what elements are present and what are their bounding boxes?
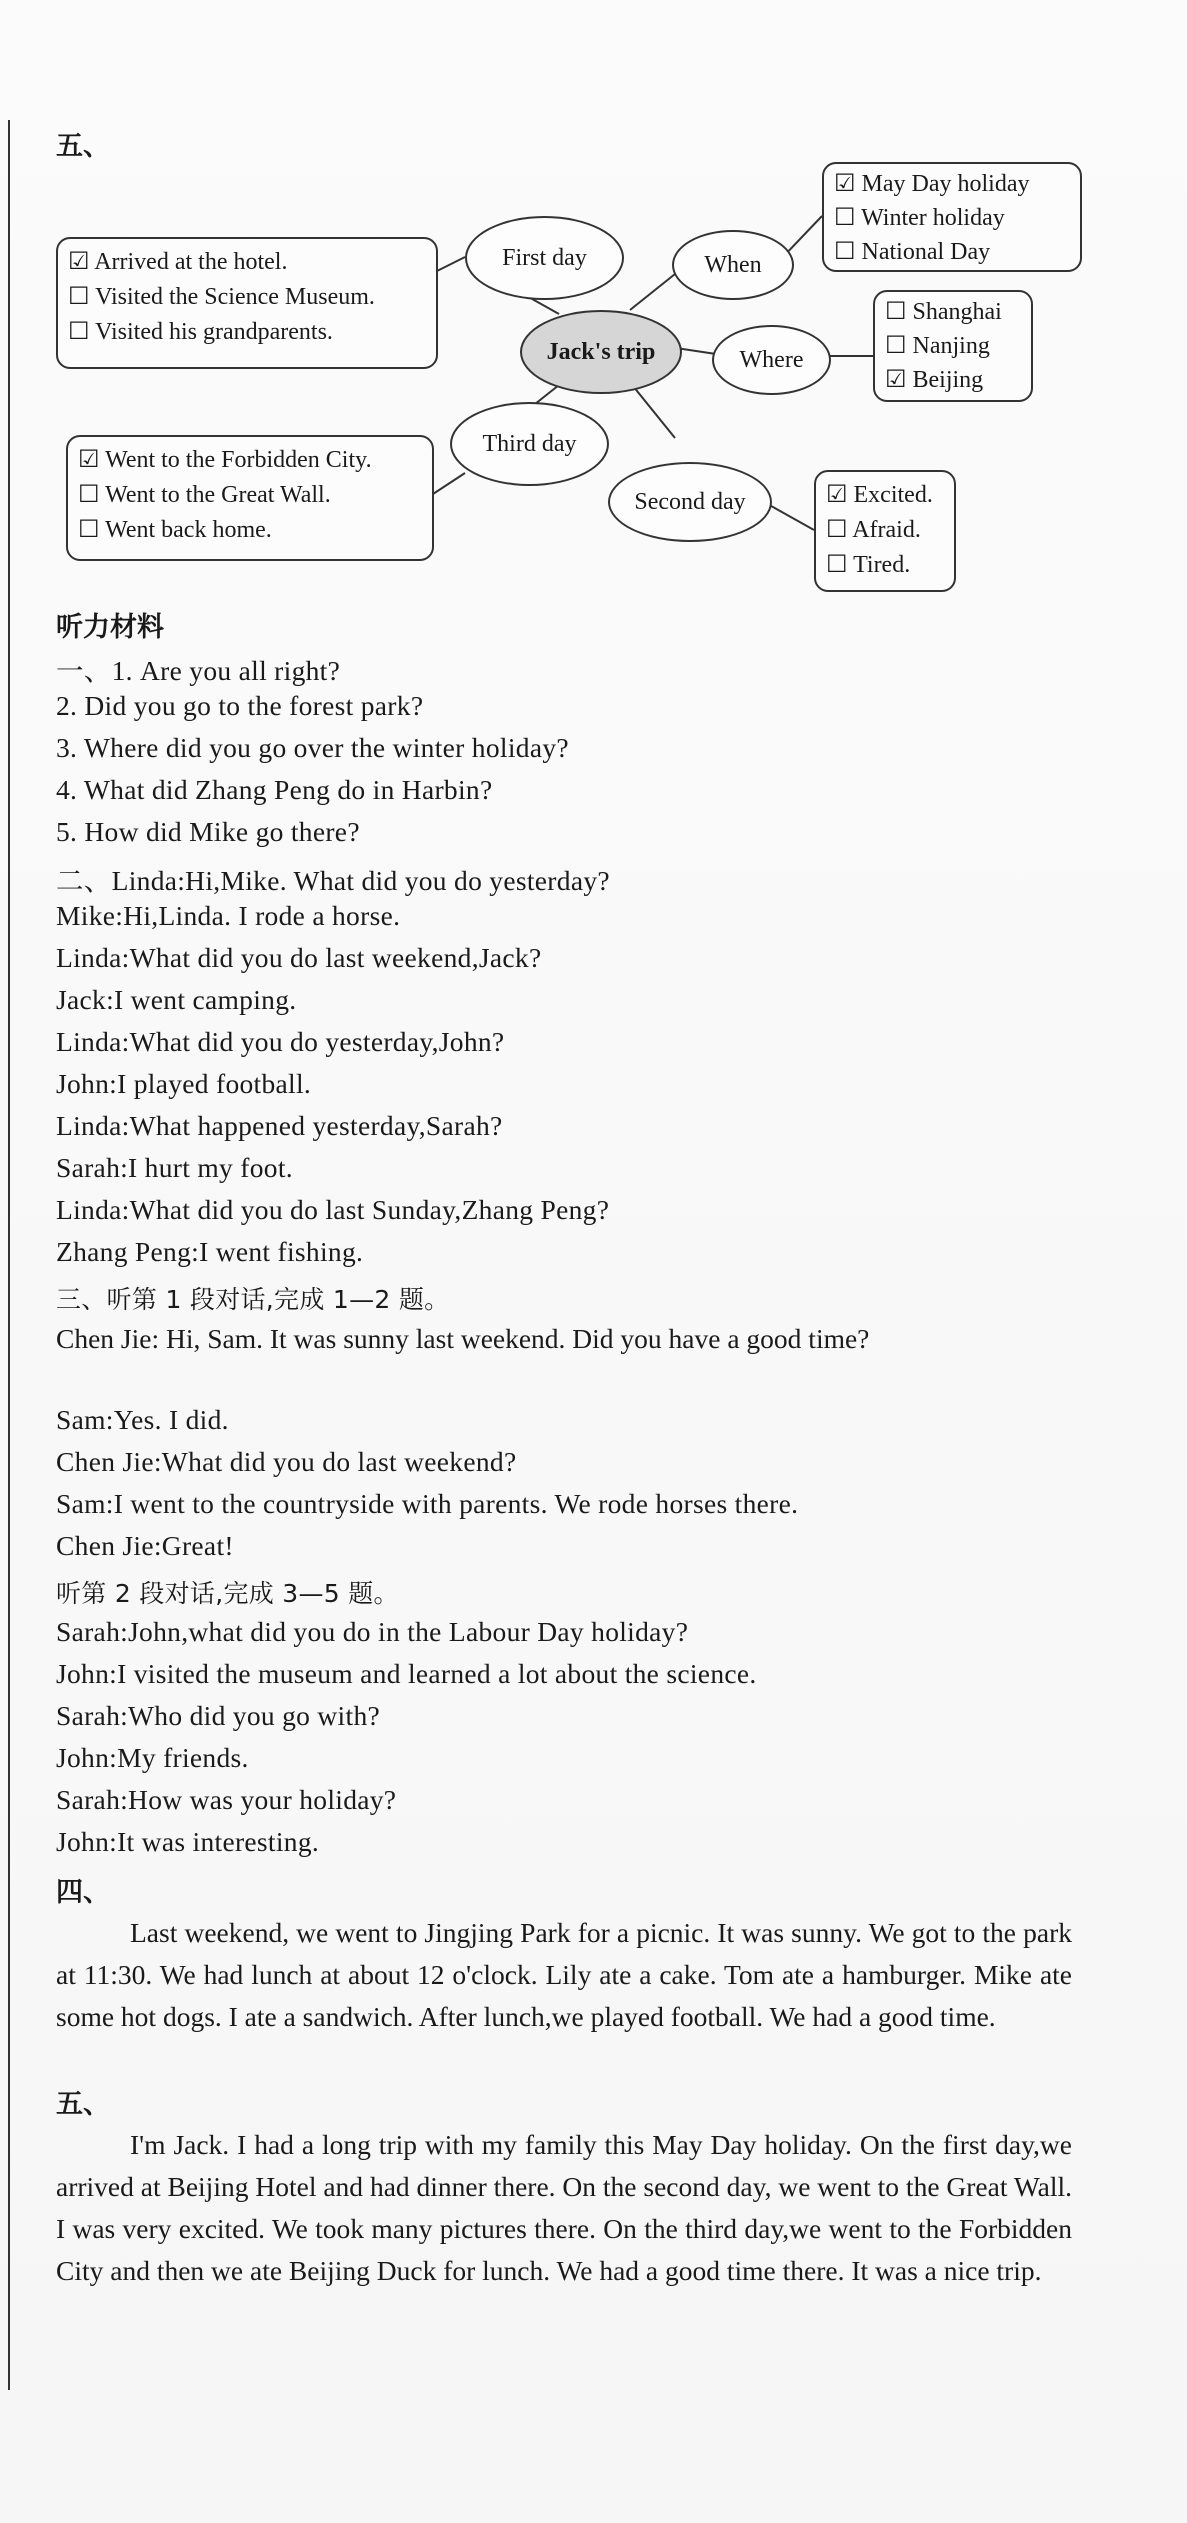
section3-dialog2-line-5: Sarah:How was your holiday? bbox=[56, 1784, 397, 1815]
section4-heading: 四、 bbox=[56, 1877, 110, 1908]
section1-line-5: 5. How did Mike go there? bbox=[56, 816, 360, 847]
section1-line-4: 4. What did Zhang Peng do in Harbin? bbox=[56, 774, 493, 805]
section3-dialog2-line-4: John:My friends. bbox=[56, 1742, 249, 1773]
section2-line-8: Sarah:I hurt my foot. bbox=[56, 1152, 293, 1183]
section2-line-9: Linda:What did you do last Sunday,Zhang Peng? bbox=[56, 1194, 610, 1225]
section1-line-1: 一、1. Are you all right? bbox=[56, 655, 341, 686]
second-day-option-2: ☐ Afraid. bbox=[826, 517, 921, 543]
second-day-options bbox=[814, 470, 956, 592]
second-day-option-3: ☐ Tired. bbox=[826, 552, 911, 578]
section2-line-2: Mike:Hi,Linda. I rode a horse. bbox=[56, 900, 401, 931]
section1-line-3: 3. Where did you go over the winter holiday? bbox=[56, 732, 569, 763]
when-node: When bbox=[672, 230, 794, 300]
section2-line-6: John:I played football. bbox=[56, 1068, 312, 1099]
section3-dialog2-line-1: Sarah:John,what did you do in the Labour Day holiday? bbox=[56, 1616, 689, 1647]
where-option-3: ☑ Beijing bbox=[885, 367, 984, 393]
section3-dialog1-line-3: Chen Jie:What did you do last weekend? bbox=[56, 1446, 517, 1477]
third-day-options bbox=[66, 435, 434, 561]
section3-dialog1-line-1: Chen Jie: Hi, Sam. It was sunny last weekend. Did you have a good time? bbox=[56, 1323, 870, 1354]
section3-dialog1-line-2: Sam:Yes. I did. bbox=[56, 1404, 229, 1435]
section5-paragraph bbox=[56, 2124, 1072, 2292]
when-option-3: ☐ National Day bbox=[834, 239, 991, 265]
top-heading: 五、 bbox=[56, 131, 110, 162]
second-day-option-1: ☑ Excited. bbox=[826, 482, 933, 508]
second-day-node: Second day bbox=[608, 462, 772, 542]
center-node: Jack's trip bbox=[520, 310, 682, 394]
section3-dialog2-line-2: John:I visited the museum and learned a lot about the science. bbox=[56, 1658, 757, 1689]
where-options bbox=[873, 290, 1033, 402]
when-option-2: ☐ Winter holiday bbox=[834, 205, 1005, 231]
section1-line-2: 2. Did you go to the forest park? bbox=[56, 690, 424, 721]
section2-line-7: Linda:What happened yesterday,Sarah? bbox=[56, 1110, 503, 1141]
script-heading: 听力材料 bbox=[56, 612, 164, 643]
section3-heading-1: 三、听第 1 段对话,完成 1—2 题。 bbox=[56, 1285, 450, 1314]
first-day-option-2: ☐ Visited the Science Museum. bbox=[68, 284, 375, 310]
section4-paragraph bbox=[56, 1912, 1072, 2038]
first-day-node: First day bbox=[465, 216, 624, 300]
section3-dialog2-line-3: Sarah:Who did you go with? bbox=[56, 1700, 380, 1731]
section5-text: I'm Jack. I had a long trip with my family this May Day holiday. On the first day,we arrived at Beijing Hotel and had dinner there. On the second day, we went to the Great Wall. I was very excited. We took many pictures there. On the third day,we went to the Forbidden City and then we ate Beijing Duck for lunch. We had a good time there. It was a nice trip. bbox=[56, 2129, 1072, 2286]
section4-text: Last weekend, we went to Jingjing Park for a picnic. It was sunny. We got to the park at 11:30. We had lunch at about 12 o'clock. Lily ate a cake. Tom ate a hamburger. Mike ate some hot dogs. I ate a sandwich. After lunch,we played football. We had a good time. bbox=[56, 1917, 1072, 2032]
when-options bbox=[822, 162, 1082, 272]
section2-line-1: 二、Linda:Hi,Mike. What did you do yesterday? bbox=[56, 865, 610, 896]
third-day-node: Third day bbox=[450, 402, 609, 486]
section2-line-10: Zhang Peng:I went fishing. bbox=[56, 1236, 364, 1267]
first-day-option-1: ☑ Arrived at the hotel. bbox=[68, 249, 288, 275]
section2-line-4: Jack:I went camping. bbox=[56, 984, 297, 1015]
where-option-1: ☐ Shanghai bbox=[885, 299, 1002, 325]
section2-line-3: Linda:What did you do last weekend,Jack? bbox=[56, 942, 542, 973]
third-day-option-2: ☐ Went to the Great Wall. bbox=[78, 482, 331, 508]
first-day-option-3: ☐ Visited his grandparents. bbox=[68, 319, 333, 345]
section5-heading: 五、 bbox=[56, 2089, 110, 2120]
section3-dialog2-line-6: John:It was interesting. bbox=[56, 1826, 320, 1857]
third-day-option-3: ☐ Went back home. bbox=[78, 517, 272, 543]
first-day-options bbox=[56, 237, 438, 369]
section2-line-5: Linda:What did you do yesterday,John? bbox=[56, 1026, 505, 1057]
where-option-2: ☐ Nanjing bbox=[885, 333, 990, 359]
where-node: Where bbox=[712, 325, 831, 395]
third-day-option-1: ☑ Went to the Forbidden City. bbox=[78, 447, 372, 473]
section3-dialog1-line-4: Sam:I went to the countryside with parents. We rode horses there. bbox=[56, 1488, 799, 1519]
when-option-1: ☑ May Day holiday bbox=[834, 171, 1030, 197]
section3-heading-2: 听第 2 段对话,完成 3—5 题。 bbox=[56, 1579, 399, 1608]
section3-dialog1-line-5: Chen Jie:Great! bbox=[56, 1530, 234, 1561]
